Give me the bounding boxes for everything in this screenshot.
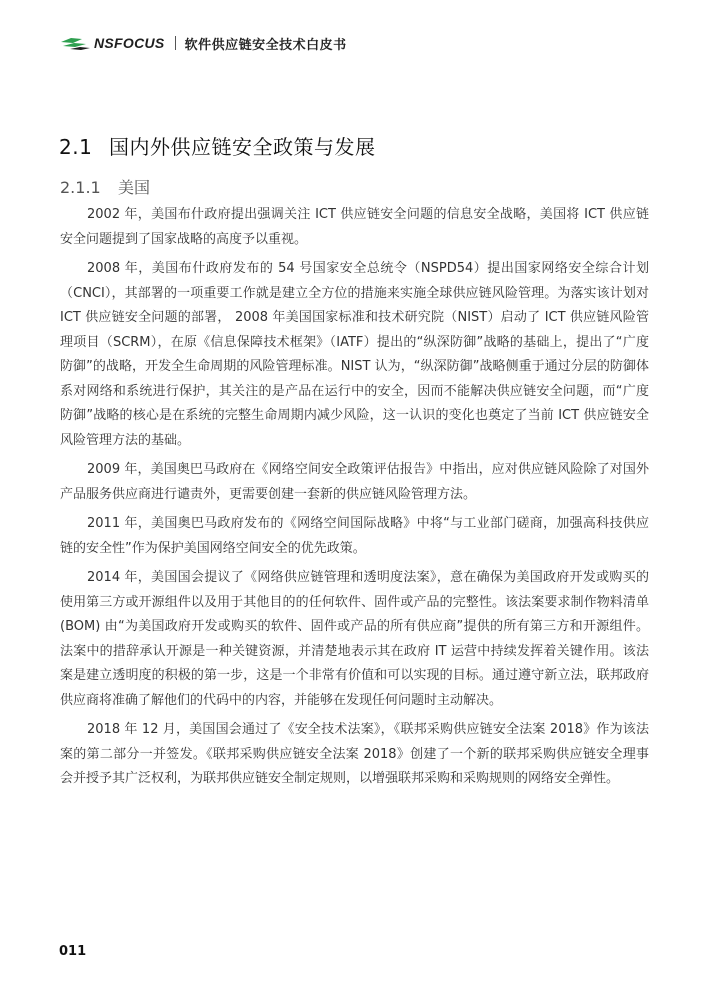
paragraph-2018: 2018 年 12 月，美国国会通过了《安全技术法案》，《联邦采购供应链安全法案 2018》作为该法案的第二部分一并签发。《联邦采购供应链安全法案 2018》创建了一个新的联邦采购供应链安全理事会并授予其广泛权利，为联邦供应链安全制定规则，以增强联邦采购和采购规则的网络安全弹性。 — [60, 722, 649, 786]
paragraph-2014: 2014 年，美国国会提议了《网络供应链管理和透明度法案》，意在确保为美国政府开发或购买的使用第三方或开源组件以及用于其他目的的任何软件、固件或产品的完整性。该法案要求制作物料清单 (BOM) 由“为美国政府开发或购买的软件、固件或产品的所有供应商”提供的所有第三方和开源组件。法案中的措辞承认开源是一种关键资源，并清楚地表示其在政府 IT 运营中持续发挥着关键作用。该法案是建立透明度的积极的第一步，这是一个非常有价值和可以实现的目标。通过遵守新立法，联邦政府供应商将准确了解他们的代码中的内容，并能够在发现任何问题时主动解决。 — [60, 570, 649, 708]
paragraph-2009: 2009 年，美国奥巴马政府在《网络空间安全政策评估报告》中指出，应对供应链风险除了对国外产品服务供应商进行谴责外，更需要创建一套新的供应链风险管理方法。 — [60, 462, 649, 502]
paragraph-2002: 2002 年，美国布什政府提出强调关注 ICT 供应链安全问题的信息安全战略，美国将 ICT 供应链安全问题提到了国家战略的高度予以重视。 — [60, 207, 649, 247]
paragraph-2011: 2011 年，美国奥巴马政府发布的《网络空间国际战略》中将“与工业部门磋商，加强高科技供应链的安全性”作为保护美国网络空间安全的优先政策。 — [60, 516, 649, 556]
nsfocus-logo — [60, 35, 165, 51]
subsection-title: 美国 — [118, 178, 151, 197]
nsfocus-logo-icon — [60, 35, 92, 51]
page-number: 011 — [59, 944, 87, 959]
subsection-number: 2.1.1 — [60, 178, 101, 197]
logo-text: NSFOCUS — [94, 35, 165, 51]
section-heading — [59, 131, 376, 160]
paragraph-2008: 2008 年，美国布什政府发布的 54 号国家安全总统令（NSPD54）提出国家网络安全综合计划（CNCI），其部署的一项重要工作就是建立全方位的措施来实施全球供应链风险管理。为落实该计划对 ICT 供应链安全问题的部署， 2008 年美国国家标准和技术研究院（NIST）启动了 ICT 供应链风险管理项目（SCRM），在原《信息保障技术框架》（IATF）提出的“纵深防御”战略的基础上，提出了“广度防御”的战略，开发全生命周期的风险管理标准。NIST 认为，“纵深防御”战略侧重于通过分层的防御体系对网络和系统进行保护，其关注的是产品在运行中的安全，因而不能解决供应链安全问题，而“广度防御”战略的核心是在系统的完整生命周期内减少风险，这一认识的变化也奠定了当前 ICT 供应链安全风险管理方法的基础。 — [60, 261, 649, 448]
body-text — [60, 203, 649, 797]
subsection-heading — [60, 175, 150, 198]
page-header — [60, 30, 347, 56]
section-number: 2.1 — [59, 135, 93, 159]
section-title: 国内外供应链安全政策与发展 — [109, 135, 376, 159]
header-divider — [175, 36, 176, 50]
document-title: 软件供应链安全技术白皮书 — [184, 37, 347, 53]
